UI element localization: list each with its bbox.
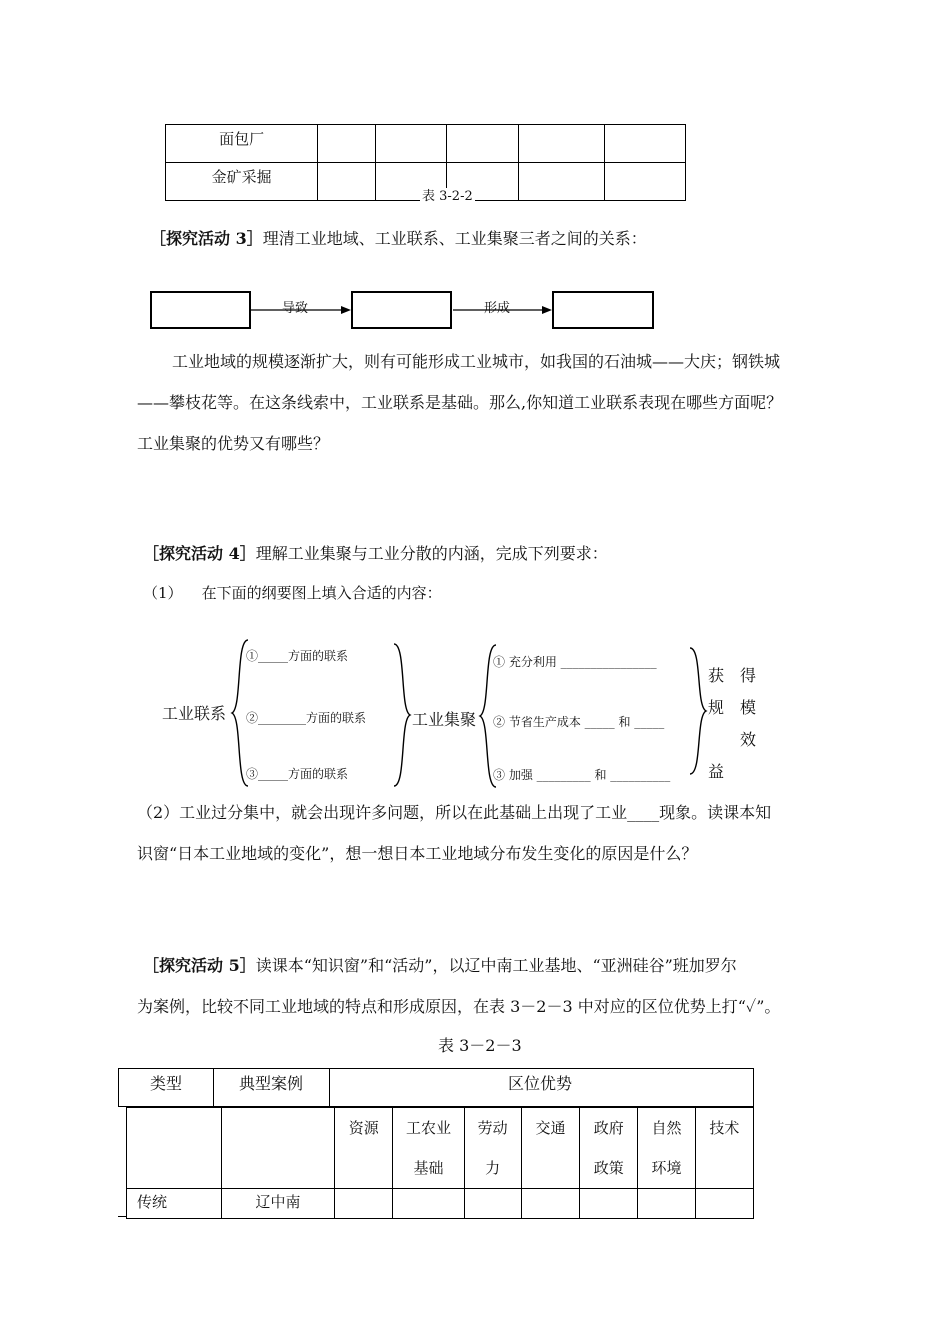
header-case: 典型案例: [239, 1074, 304, 1093]
right-brace-2: [688, 646, 708, 776]
table-cell: [318, 163, 376, 201]
table-row: [166, 125, 686, 163]
activity-4-heading: [143, 543, 608, 565]
table-cell: [638, 1189, 695, 1219]
question-2-line: （2）工业过分集中，就会出现许多问题，所以在此基础上出现了工业____现象。读课本知: [137, 803, 772, 822]
table-cell: [127, 1108, 222, 1189]
factor-label: 劳动: [477, 1119, 508, 1137]
paragraph-line: ——攀枝花等。在这条线索中，工业联系是基础。那么,你知道工业联系表现在哪些方面呢？: [137, 393, 783, 412]
row-label: 面包厂: [219, 130, 265, 148]
cluster-item: ② 节省生产成本 _____ 和 _____: [493, 715, 665, 729]
activity-label: ［探究活动 5］: [143, 956, 256, 975]
table-3-2-3-body: [126, 1107, 754, 1219]
table-cell: [605, 125, 686, 163]
factor-cell: [335, 1108, 393, 1189]
linkage-item: ②________方面的联系: [246, 711, 367, 725]
table-cell: [695, 1189, 753, 1219]
activity-5-heading: [143, 945, 737, 986]
factor-label: 交通: [535, 1119, 566, 1137]
table-cell: [318, 125, 376, 163]
benefit-char: 益: [708, 762, 725, 781]
table-cell: [166, 125, 318, 163]
table-cell: [393, 1189, 464, 1219]
table-cell: [580, 1189, 638, 1219]
table-row: [127, 1189, 754, 1219]
table-cell: [521, 1189, 579, 1219]
header-type: 类型: [150, 1074, 183, 1093]
factor-label: 自然: [651, 1119, 682, 1137]
table-cell: [518, 125, 604, 163]
table-cell: [375, 125, 447, 163]
activity-text: 读课本“知识窗”和“活动”，以辽中南工业基地、“亚洲硅谷”班加罗尔: [255, 956, 737, 975]
table-edge: [118, 1216, 127, 1217]
case-value: 辽中南: [255, 1193, 301, 1211]
flow-box-3: [552, 291, 654, 329]
factor-label: 技术: [709, 1119, 740, 1137]
factor-cell: [521, 1108, 579, 1189]
divider: [213, 1068, 214, 1107]
linkage-item: ③_____方面的联系: [246, 767, 349, 781]
factor-label: 政策: [593, 1159, 624, 1177]
activity-text: 理解工业集聚与工业分散的内涵，完成下列要求：: [255, 544, 608, 563]
question-1: （1） 在下面的纲要图上填入合适的内容：: [143, 584, 442, 602]
table-cell: [447, 125, 519, 163]
cluster-label: 工业集聚: [412, 710, 477, 729]
factor-cell: [638, 1108, 695, 1189]
flow-box-1: [150, 291, 251, 329]
benefit-char: 得: [740, 666, 757, 685]
benefit-char: 获: [708, 666, 725, 685]
linkage-item: ①_____方面的联系: [246, 649, 349, 663]
activity-5-line: 为案例，比较不同工业地域的特点和形成原因，在表 3－2－3 中对应的区位优势上打“✓”。: [137, 997, 781, 1016]
paragraph-line: 工业地域的规模逐渐扩大，则有可能形成工业城市，如我国的石油城——大庆；钢铁城: [172, 352, 781, 371]
benefit-char: 规: [708, 698, 725, 717]
activity-label: ［探究活动 4］: [143, 544, 256, 563]
arrow-label-cause: 导致: [282, 301, 309, 316]
table-cell: [221, 1189, 334, 1219]
type-value: 传统: [137, 1193, 168, 1211]
table-caption: 表 3-2-2: [422, 189, 473, 204]
activity-label: ［探究活动 3］: [150, 229, 263, 248]
arrow-label-form: 形成: [484, 301, 511, 316]
factor-cell: [393, 1108, 464, 1189]
table-cell: [605, 163, 686, 201]
factor-cell: [580, 1108, 638, 1189]
factor-cell: [464, 1108, 521, 1189]
benefit-char: 效: [740, 730, 757, 749]
table-cell: [518, 163, 604, 201]
table-caption: 表 3－2－3: [438, 1036, 522, 1055]
header-advantage: 区位优势: [508, 1074, 573, 1093]
factor-label: 力: [485, 1159, 501, 1177]
activity-text: 理清工业地域、工业联系、工业集聚三者之间的关系：: [262, 229, 647, 248]
arrow-head-1: [341, 306, 351, 314]
factor-label: 环境: [651, 1159, 682, 1177]
divider: [329, 1068, 330, 1107]
cluster-item: ① 充分利用 ________________: [493, 655, 657, 669]
factor-label: 政府: [593, 1119, 624, 1137]
arrow-head-2: [542, 306, 552, 314]
linkage-label: 工业联系: [162, 704, 227, 723]
table-cell: [335, 1189, 393, 1219]
table-cell: [127, 1189, 222, 1219]
table-cell: [166, 163, 318, 201]
factor-cell: [695, 1108, 753, 1189]
benefit-char: 模: [740, 698, 757, 717]
table-cell: [464, 1189, 521, 1219]
factor-label: 工农业: [405, 1119, 451, 1137]
table-cell: [221, 1108, 334, 1189]
question-2-line: 识窗“日本工业地域的变化”，想一想日本工业地域分布发生变化的原因是什么？: [137, 844, 698, 863]
right-brace-1: [392, 642, 412, 788]
factor-label: 资源: [348, 1119, 379, 1137]
cluster-item: ③ 加强 _________ 和 __________: [493, 768, 671, 782]
table-row: [127, 1108, 754, 1189]
paragraph-line: 工业集聚的优势又有哪些？: [137, 434, 330, 453]
factor-label: 基础: [413, 1159, 444, 1177]
activity-3-heading: [150, 228, 647, 250]
row-label: 金矿采掘: [211, 168, 272, 186]
